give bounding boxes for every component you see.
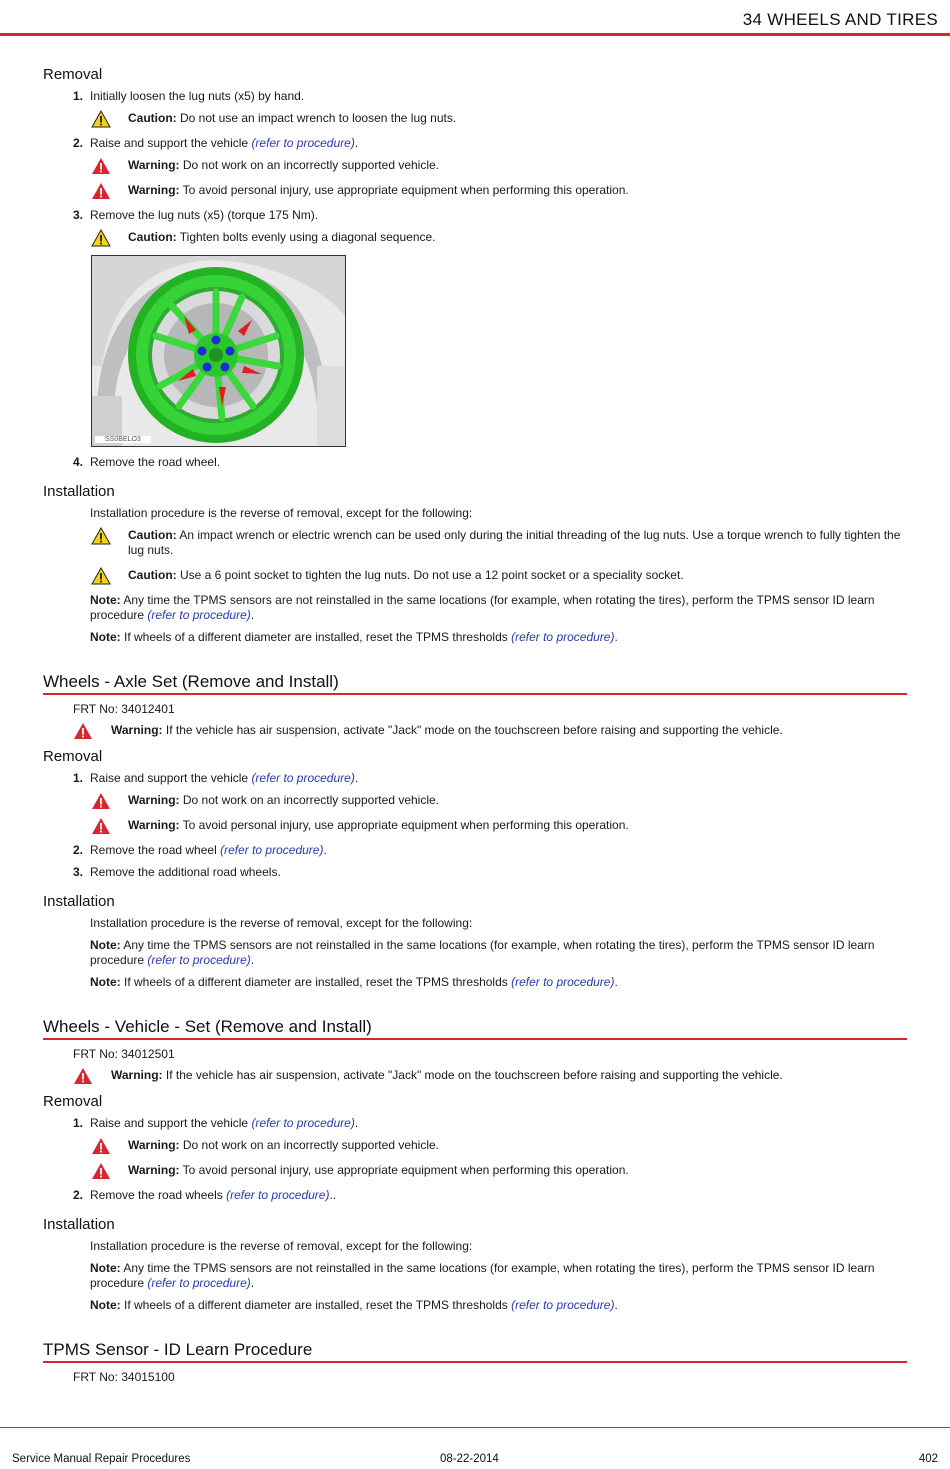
- warning-triangle-icon: [73, 722, 93, 740]
- step-number: 2.: [73, 136, 84, 150]
- warning-text: Do not work on an incorrectly supported vehicle.: [179, 158, 440, 172]
- step-text: Raise and support the vehicle: [90, 771, 252, 785]
- caution-note: [43, 230, 907, 245]
- note-tail: .: [250, 608, 255, 622]
- caution-label: Caution:: [128, 568, 177, 582]
- note-label: Note:: [90, 975, 121, 989]
- caution-triangle-icon: [91, 527, 111, 545]
- warning-note: [43, 723, 907, 738]
- warning-label: Warning:: [128, 818, 180, 832]
- note-tail: .: [250, 953, 255, 967]
- procedure-link[interactable]: (refer to procedure): [251, 136, 355, 150]
- note-text: If wheels of a different diameter are installed, reset the TPMS thresholds: [120, 630, 512, 644]
- caution-label: Caution:: [128, 111, 177, 125]
- installation-heading: Installation: [43, 1216, 115, 1233]
- step-item: [43, 843, 907, 858]
- wheel-drawing: [92, 256, 345, 446]
- caution-label: Caution:: [128, 528, 177, 542]
- warning-note: [43, 158, 907, 173]
- note-label: Note:: [90, 938, 121, 952]
- caution-note: [43, 111, 907, 126]
- footer-date: 08-22-2014: [440, 1453, 499, 1465]
- step-number: 1.: [73, 1116, 84, 1130]
- warning-triangle-icon: [91, 1162, 111, 1180]
- procedure-link[interactable]: (refer to procedure): [511, 975, 615, 989]
- warning-text: To avoid personal injury, use appropriate equipment when performing this operation.: [179, 183, 629, 197]
- step-text: Remove the additional road wheels.: [90, 865, 281, 879]
- step-item: [43, 771, 907, 786]
- wheel-illustration: [91, 255, 346, 447]
- install-intro: Installation procedure is the reverse of removal, except for the following:: [90, 916, 473, 930]
- chapter-title: 34 WHEELS AND TIRES: [742, 10, 938, 29]
- header-rule: [0, 33, 950, 36]
- step-number: 4.: [73, 455, 84, 469]
- removal-heading: Removal: [43, 66, 103, 83]
- caution-text: Tighten bolts evenly using a diagonal sequence.: [176, 230, 436, 244]
- warning-note: [43, 793, 907, 808]
- step-text: Raise and support the vehicle: [90, 136, 252, 150]
- figure-code: SS0BELO3: [95, 436, 151, 443]
- note: [43, 593, 907, 623]
- note-text: If wheels of a different diameter are installed, reset the TPMS thresholds: [120, 1298, 512, 1312]
- note-label: Note:: [90, 593, 121, 607]
- step-text: Remove the road wheel: [90, 843, 221, 857]
- frt-number: FRT No: 34015100: [73, 1370, 175, 1384]
- note-label: Note:: [90, 630, 121, 644]
- note: [43, 1261, 907, 1291]
- step-number: 2.: [73, 1188, 84, 1202]
- warning-text: If the vehicle has air suspension, activate "Jack" mode on the touchscreen before raising and supporting the vehicle.: [162, 1068, 783, 1082]
- step-tail: ..: [329, 1188, 337, 1202]
- step-tail: .: [354, 1116, 359, 1130]
- procedure-link[interactable]: (refer to procedure): [251, 1116, 355, 1130]
- procedure-link[interactable]: (refer to procedure): [251, 771, 355, 785]
- caution-text: Do not use an impact wrench to loosen the lug nuts.: [176, 111, 457, 125]
- page-content: [43, 66, 907, 1391]
- procedure-link[interactable]: (refer to procedure): [220, 843, 324, 857]
- warning-label: Warning:: [111, 723, 163, 737]
- section-title: TPMS Sensor - ID Learn Procedure: [43, 1340, 907, 1363]
- warning-text: Do not work on an incorrectly supported vehicle.: [179, 793, 440, 807]
- procedure-link[interactable]: (refer to procedure): [147, 608, 251, 622]
- step-tail: .: [354, 771, 359, 785]
- warning-text: Do not work on an incorrectly supported vehicle.: [179, 1138, 440, 1152]
- removal-heading: Removal: [43, 1093, 103, 1110]
- install-intro: Installation procedure is the reverse of removal, except for the following:: [90, 506, 473, 520]
- installation-heading: Installation: [43, 483, 115, 500]
- frt-number: FRT No: 34012401: [73, 702, 175, 716]
- step-tail: .: [323, 843, 327, 857]
- warning-triangle-icon: [73, 1067, 93, 1085]
- page-number: 402: [918, 1453, 938, 1465]
- note: [43, 938, 907, 968]
- note-tail: .: [250, 1276, 255, 1290]
- step-item: [43, 1188, 907, 1203]
- caution-text: An impact wrench or electric wrench can be used only during the initial threading of the lug nuts. Use a torque wrench to fully tighten the lug nuts.: [128, 528, 901, 557]
- note-text: Any time the TPMS sensors are not reinstalled in the same locations (for example, when rotating the tires), perform the TPMS sensor ID learn procedure: [90, 1261, 875, 1290]
- section-title: Wheels - Axle Set (Remove and Install): [43, 672, 907, 695]
- note-tail: .: [614, 1298, 618, 1312]
- footer-rule: [0, 1427, 950, 1428]
- note: [43, 630, 907, 645]
- caution-triangle-icon: [91, 567, 111, 585]
- warning-note: [43, 183, 907, 198]
- step-item: [43, 455, 907, 470]
- warning-label: Warning:: [128, 793, 180, 807]
- step-number: 1.: [73, 771, 84, 785]
- step-number: 1.: [73, 89, 84, 103]
- step-item: [43, 89, 907, 104]
- procedure-link[interactable]: (refer to procedure): [511, 1298, 615, 1312]
- step-item: [43, 136, 907, 151]
- warning-note: [43, 818, 907, 833]
- note: [43, 975, 907, 990]
- install-intro: Installation procedure is the reverse of removal, except for the following:: [90, 1239, 473, 1253]
- note-tail: .: [614, 630, 618, 644]
- warning-label: Warning:: [128, 183, 180, 197]
- removal-heading: Removal: [43, 748, 103, 765]
- step-text: Initially loosen the lug nuts (x5) by hand.: [90, 89, 305, 103]
- caution-note: [43, 528, 907, 558]
- procedure-link[interactable]: (refer to procedure): [147, 953, 251, 967]
- note-label: Note:: [90, 1298, 121, 1312]
- caution-triangle-icon: [91, 110, 111, 128]
- warning-note: [43, 1068, 907, 1083]
- step-text: Remove the lug nuts (x5) (torque 175 Nm).: [90, 208, 319, 222]
- step-item: [43, 208, 907, 223]
- warning-label: Warning:: [128, 1163, 180, 1177]
- warning-triangle-icon: [91, 1137, 111, 1155]
- warning-triangle-icon: [91, 817, 111, 835]
- section-title: Wheels - Vehicle - Set (Remove and Install): [43, 1017, 907, 1040]
- note-label: Note:: [90, 1261, 121, 1275]
- note-text: If wheels of a different diameter are installed, reset the TPMS thresholds: [120, 975, 512, 989]
- warning-triangle-icon: [91, 182, 111, 200]
- warning-note: [43, 1163, 907, 1178]
- step-item: [43, 865, 907, 880]
- footer-left: Service Manual Repair Procedures: [12, 1453, 191, 1465]
- note-text: Any time the TPMS sensors are not reinstalled in the same locations (for example, when rotating the tires), perform the TPMS sensor ID learn procedure: [90, 938, 875, 967]
- caution-label: Caution:: [128, 230, 177, 244]
- installation-heading: Installation: [43, 893, 115, 910]
- warning-triangle-icon: [91, 157, 111, 175]
- caution-text: Use a 6 point socket to tighten the lug nuts. Do not use a 12 point socket or a speciality socket.: [176, 568, 684, 582]
- warning-text: To avoid personal injury, use appropriate equipment when performing this operation.: [179, 818, 629, 832]
- warning-text: If the vehicle has air suspension, activate "Jack" mode on the touchscreen before raising and supporting the vehicle.: [162, 723, 783, 737]
- caution-triangle-icon: [91, 229, 111, 247]
- warning-note: [43, 1138, 907, 1153]
- step-text: Remove the road wheels: [90, 1188, 227, 1202]
- procedure-link[interactable]: (refer to procedure): [511, 630, 615, 644]
- step-text: Raise and support the vehicle: [90, 1116, 252, 1130]
- step-text: Remove the road wheel.: [90, 455, 221, 469]
- step-item: [43, 1116, 907, 1131]
- warning-text: To avoid personal injury, use appropriate equipment when performing this operation.: [179, 1163, 629, 1177]
- warning-label: Warning:: [128, 1138, 180, 1152]
- warning-label: Warning:: [128, 158, 180, 172]
- note-text: Any time the TPMS sensors are not reinstalled in the same locations (for example, when rotating the tires), perform the TPMS sensor ID learn procedure: [90, 593, 875, 622]
- procedure-link[interactable]: (refer to procedure): [226, 1188, 330, 1202]
- step-tail: .: [354, 136, 359, 150]
- step-number: 3.: [73, 208, 84, 222]
- procedure-link[interactable]: (refer to procedure): [147, 1276, 251, 1290]
- warning-label: Warning:: [111, 1068, 163, 1082]
- warning-triangle-icon: [91, 792, 111, 810]
- note: [43, 1298, 907, 1313]
- caution-note: [43, 568, 907, 583]
- step-number: 3.: [73, 865, 84, 879]
- step-number: 2.: [73, 843, 84, 857]
- frt-number: FRT No: 34012501: [73, 1047, 175, 1061]
- note-tail: .: [614, 975, 618, 989]
